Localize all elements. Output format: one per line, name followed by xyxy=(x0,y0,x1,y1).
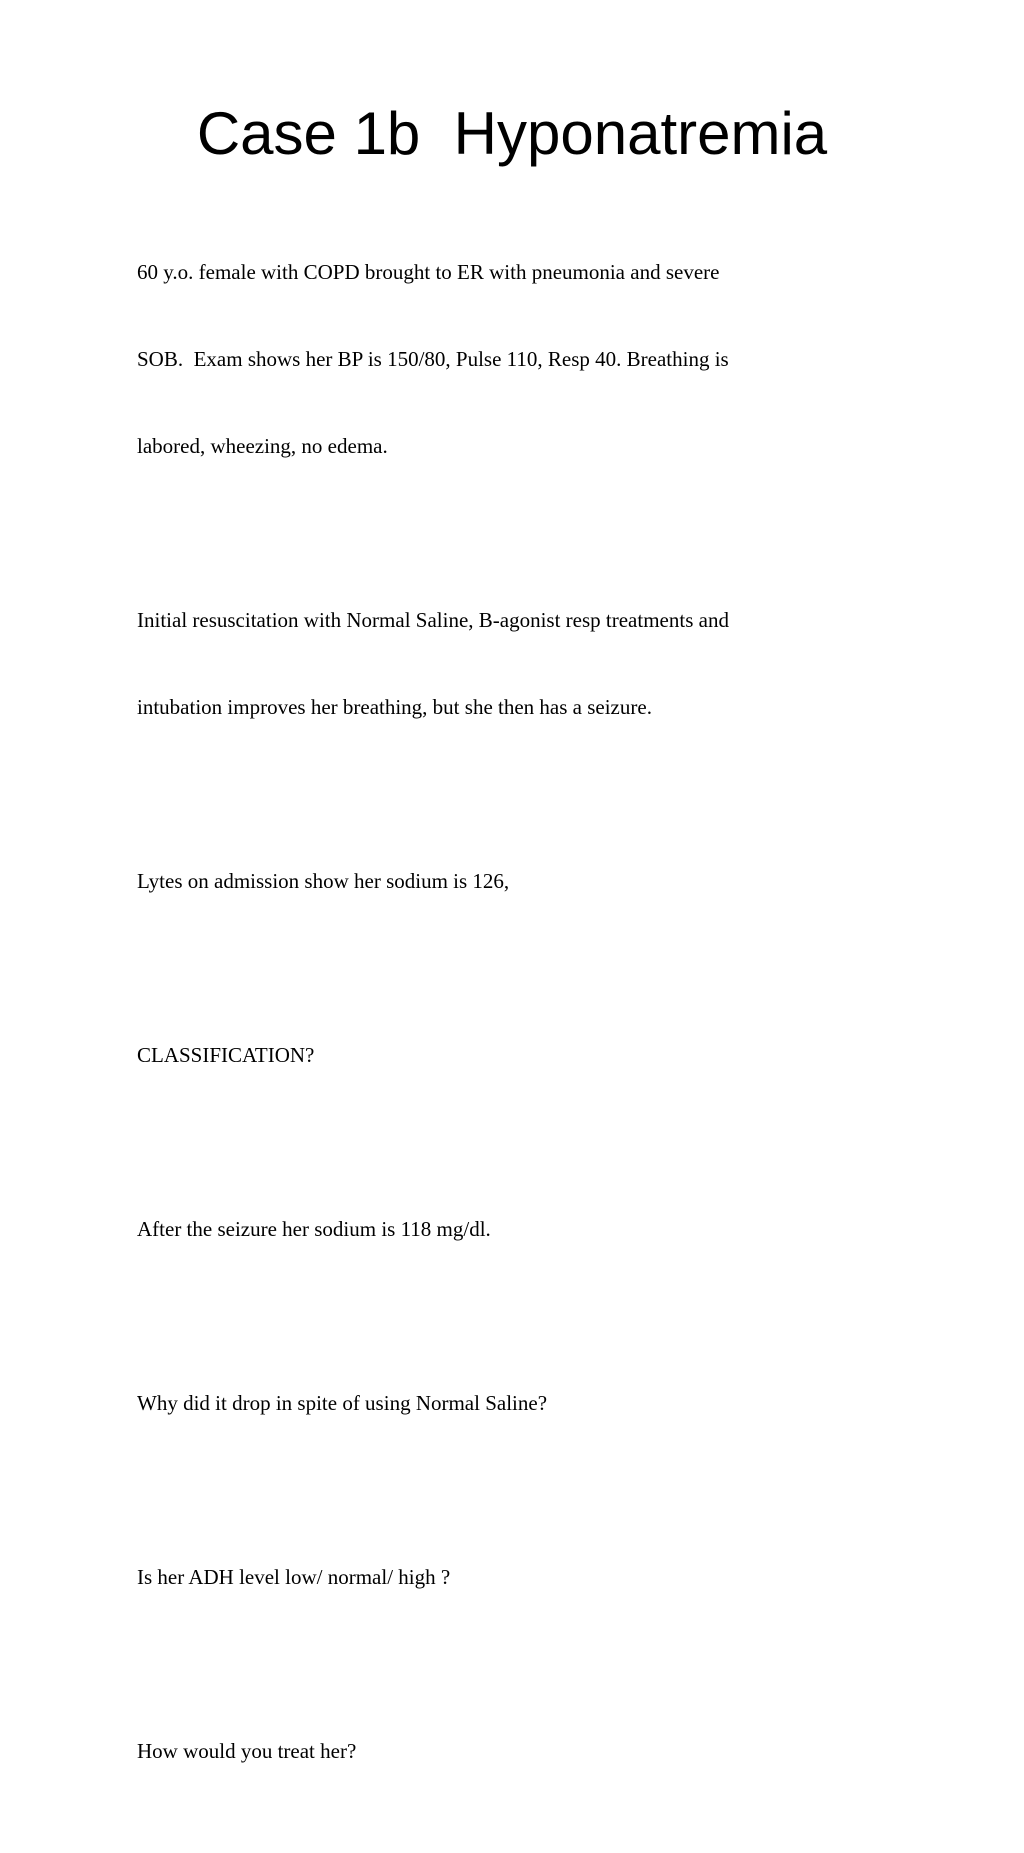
text-line: CLASSIFICATION? xyxy=(137,1043,315,1067)
text-line: SOB. Exam shows her BP is 150/80, Pulse 110, Resp 40. Breathing is xyxy=(137,347,729,371)
text-line: 60 y.o. female with COPD brought to ER with pneumonia and severe xyxy=(137,260,720,284)
text-line: Lytes on admission show her sodium is 126, xyxy=(137,869,510,893)
lytes-paragraph xyxy=(137,809,867,954)
case-description-paragraph xyxy=(137,200,867,519)
treatment-question xyxy=(137,1679,867,1824)
text-line: labored, wheezing, no edema. xyxy=(137,434,388,458)
text-line: How would you treat her? xyxy=(137,1739,357,1763)
text-line: Why did it drop in spite of using Normal Saline? xyxy=(137,1391,548,1415)
adh-level-question xyxy=(137,1505,867,1650)
text-line: Initial resuscitation with Normal Saline, B-agonist resp treatments and xyxy=(137,608,729,632)
classification-question xyxy=(137,983,867,1128)
resuscitation-paragraph xyxy=(137,548,867,780)
text-line: After the seizure her sodium is 118 mg/dl. xyxy=(137,1217,491,1241)
why-drop-question xyxy=(137,1331,867,1476)
text-line: intubation improves her breathing, but she then has a seizure. xyxy=(137,695,652,719)
text-line: Is her ADH level low/ normal/ high ? xyxy=(137,1565,451,1589)
slide-title: Case 1b Hyponatremia xyxy=(196,100,828,167)
post-seizure-sodium-paragraph xyxy=(137,1157,867,1302)
slide-body xyxy=(137,200,867,1853)
